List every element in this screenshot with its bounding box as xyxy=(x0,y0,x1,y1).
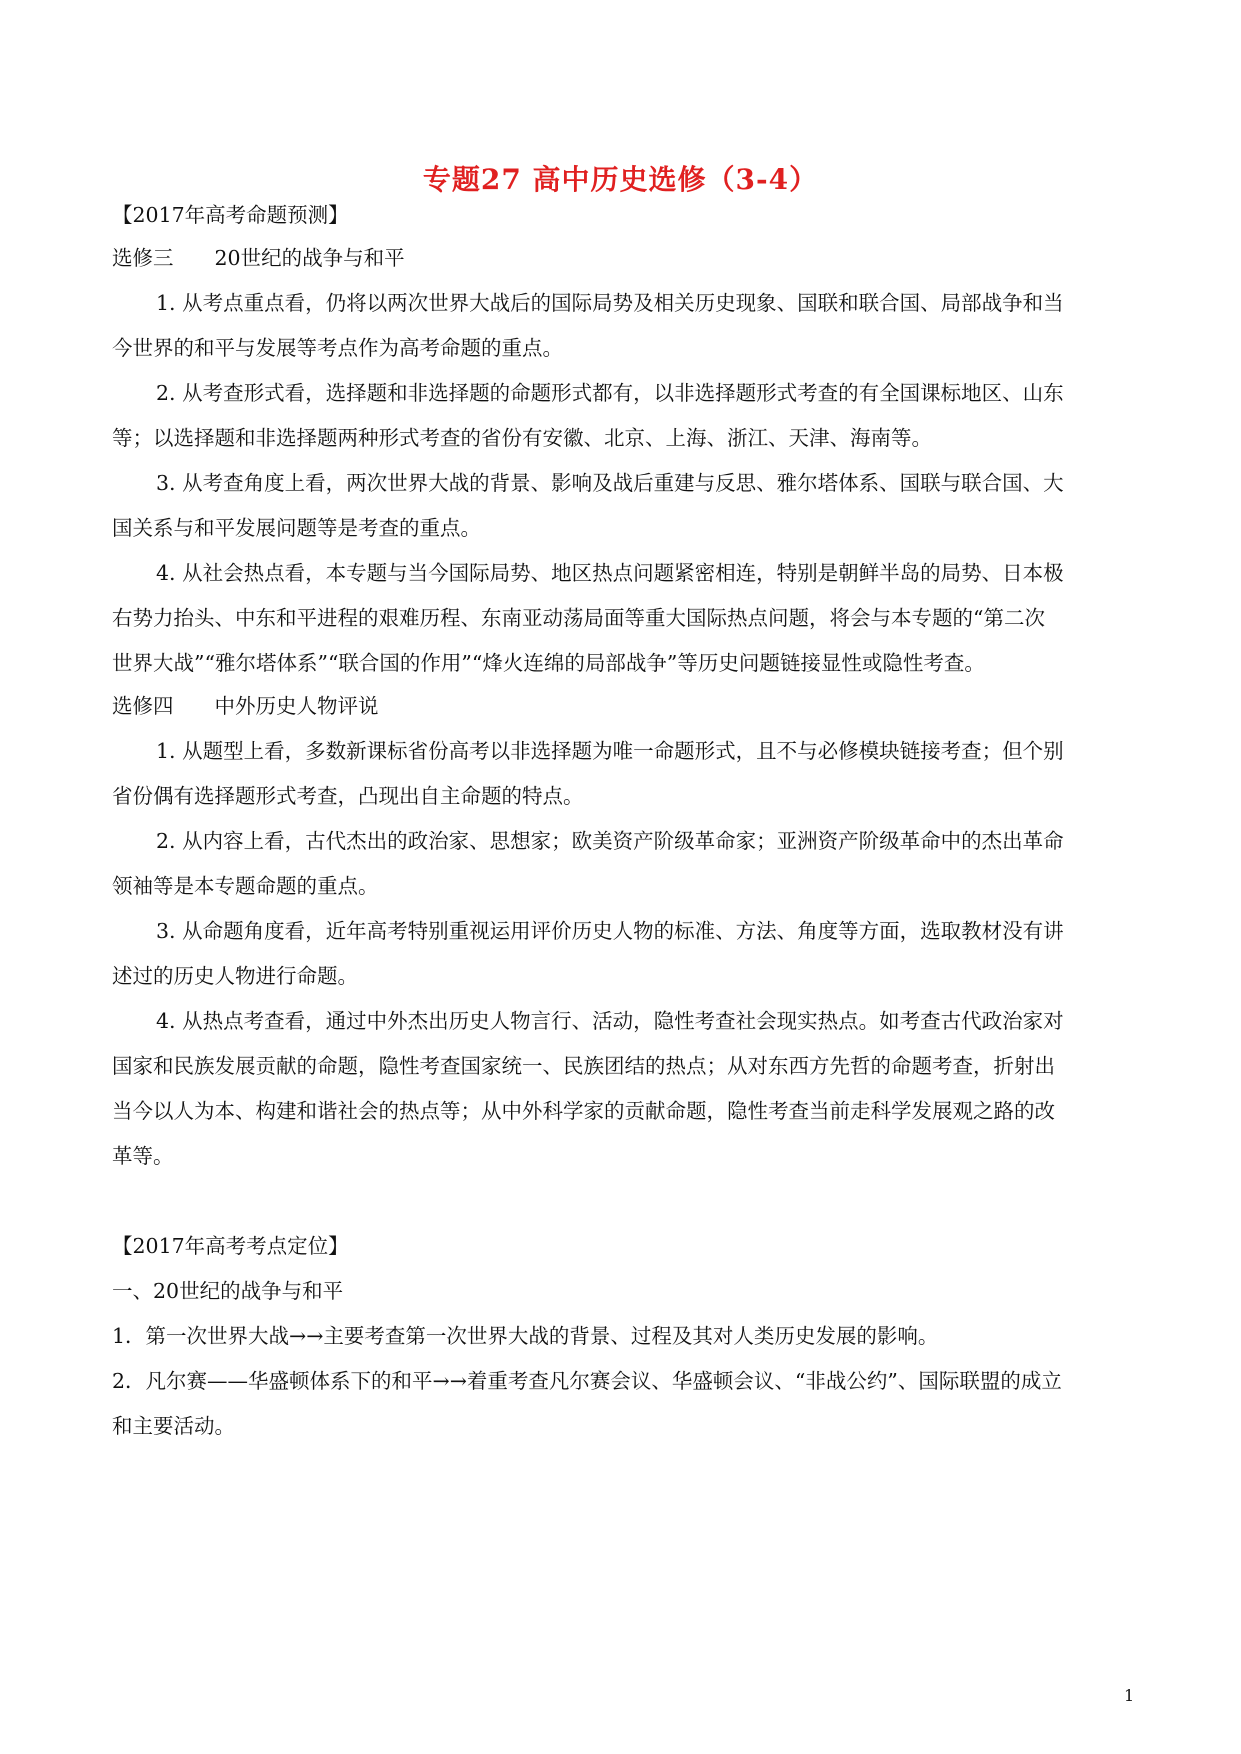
paragraph-line: 省份偶有选择题形式考查，凸现出自主命题的特点。 xyxy=(112,784,584,808)
paragraph-line: 3. 从考查角度上看，两次世界大战的背景、影响及战后重建与反思、雅尔塔体系、国联与联合国、大 xyxy=(156,471,1064,495)
paragraph-line: 革等。 xyxy=(112,1144,174,1168)
paragraph-line: 1. 从考点重点看，仍将以两次世界大战后的国际局势及相关历史现象、国联和联合国、局部战争和当 xyxy=(156,291,1064,315)
section-heading-prediction: 【2017年高考命题预测】 xyxy=(112,203,349,227)
list-item: 2．凡尔赛——华盛顿体系下的和平→→着重考查凡尔赛会议、华盛顿会议、“非战公约”、国际联盟的成立 xyxy=(112,1369,1062,1393)
paragraph-line: 3. 从命题角度看，近年高考特别重视运用评价历史人物的标准、方法、角度等方面，选取教材没有讲 xyxy=(156,919,1064,943)
paragraph-line: 1. 从题型上看，多数新课标省份高考以非选择题为唯一命题形式，且不与必修模块链接考查；但个别 xyxy=(156,739,1064,763)
paragraph-line: 述过的历史人物进行命题。 xyxy=(112,964,358,988)
page-title: 专题27 高中历史选修（3-4） xyxy=(422,163,819,196)
paragraph-line: 国关系与和平发展问题等是考查的重点。 xyxy=(112,516,481,540)
subheading-war-and-peace: 一、20世纪的战争与和平 xyxy=(112,1279,344,1303)
paragraph-line: 4. 从热点考查看，通过中外杰出历史人物言行、活动，隐性考查社会现实热点。如考查古代政治家对 xyxy=(156,1009,1064,1033)
paragraph-line: 2. 从考查形式看，选择题和非选择题的命题形式都有，以非选择题形式考查的有全国课标地区、山东 xyxy=(156,381,1064,405)
paragraph-line: 等；以选择题和非选择题两种形式考查的省份有安徽、北京、上海、浙江、天津、海南等。 xyxy=(112,426,932,450)
paragraph-line: 今世界的和平与发展等考点作为高考命题的重点。 xyxy=(112,336,563,360)
paragraph-line: 领袖等是本专题命题的重点。 xyxy=(112,874,379,898)
list-item-continuation: 和主要活动。 xyxy=(112,1414,235,1438)
paragraph-line: 4. 从社会热点看，本专题与当今国际局势、地区热点问题紧密相连，特别是朝鲜半岛的局势、日本极 xyxy=(156,561,1064,585)
paragraph-line: 2. 从内容上看，古代杰出的政治家、思想家；欧美资产阶级革命家；亚洲资产阶级革命中的杰出革命 xyxy=(156,829,1064,853)
subheading-elective-3: 选修三 20世纪的战争与和平 xyxy=(112,246,405,270)
list-item: 1．第一次世界大战→→主要考查第一次世界大战的背景、过程及其对人类历史发展的影响。 xyxy=(112,1324,939,1348)
paragraph-line: 当今以人为本、构建和谐社会的热点等；从中外科学家的贡献命题，隐性考查当前走科学发展观之路的改 xyxy=(112,1099,1055,1123)
subheading-elective-4: 选修四 中外历史人物评说 xyxy=(112,694,379,718)
page-number: 1 xyxy=(1124,1686,1135,1705)
paragraph-line: 世界大战”“雅尔塔体系”“联合国的作用”“烽火连绵的局部战争”等历史问题链接显性或隐性考查。 xyxy=(112,651,985,675)
paragraph-line: 国家和民族发展贡献的命题，隐性考查国家统一、民族团结的热点；从对东西方先哲的命题考查，折射出 xyxy=(112,1054,1055,1078)
section-heading-positioning: 【2017年高考考点定位】 xyxy=(112,1234,349,1258)
paragraph-line: 右势力抬头、中东和平进程的艰难历程、东南亚动荡局面等重大国际热点问题，将会与本专题的“第二次 xyxy=(112,606,1045,630)
